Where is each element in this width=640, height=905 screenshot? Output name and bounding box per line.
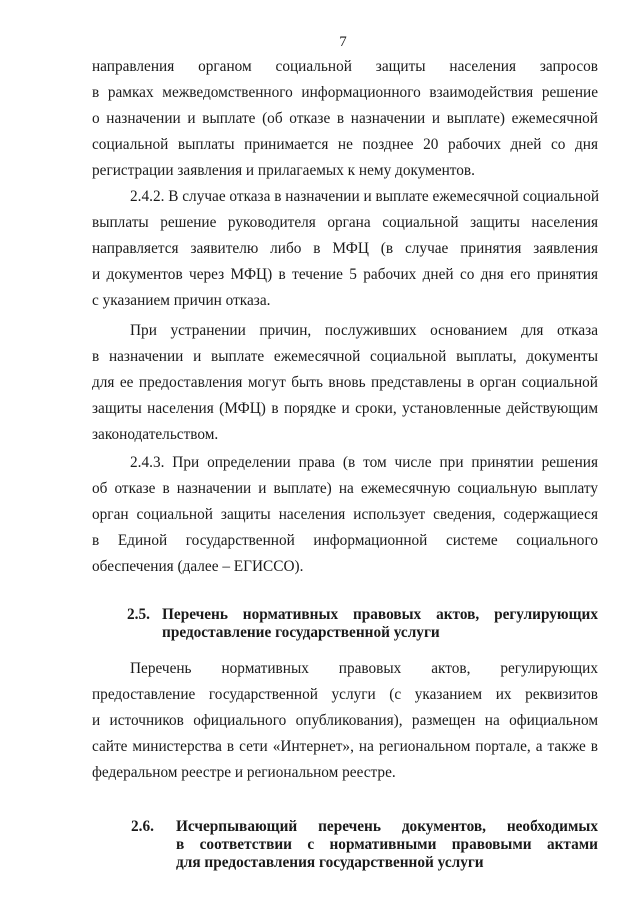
section-title-line: для предоставления государственной услуги bbox=[176, 854, 484, 871]
text-line: и источников официального опубликования), размещен на официальном bbox=[92, 712, 598, 729]
text-line: законодательством. bbox=[92, 426, 219, 443]
text-line: о назначении и выплате (об отказе в назначении и выплате) ежемесячной bbox=[92, 110, 598, 127]
page-number: 7 bbox=[339, 34, 347, 50]
text-line: 2.4.2. В случае отказа в назначении и выплате ежемесячной социальной bbox=[130, 188, 600, 205]
text-line: орган социальной защиты населения использует сведения, содержащиеся bbox=[92, 506, 598, 523]
text-line: в Единой государственной информационной системе социального bbox=[92, 532, 598, 549]
text-line: в назначении и выплате ежемесячной социальной выплаты, документы bbox=[92, 348, 598, 365]
text-line: выплаты решение руководителя органа социальной защиты населения bbox=[92, 214, 598, 231]
text-line: При устранении причин, послуживших основанием для отказа bbox=[130, 322, 598, 339]
section-number: 2.5. bbox=[127, 606, 150, 623]
section-title-line: Исчерпывающий перечень документов, необходимых bbox=[176, 818, 598, 835]
text-line: направления органом социальной защиты населения запросов bbox=[92, 58, 598, 75]
text-line: социальной выплаты принимается не позднее 20 рабочих дней со дня bbox=[92, 136, 598, 153]
text-line: регистрации заявления и прилагаемых к нему документов. bbox=[92, 162, 475, 179]
text-line: в рамках межведомственного информационного взаимодействия решение bbox=[92, 84, 598, 101]
text-line: для ее предоставления могут быть вновь представлены в орган социальной bbox=[92, 374, 598, 391]
section-title-line: в соответствии с нормативными правовыми актами bbox=[176, 836, 598, 853]
text-line: и документов через МФЦ) в течение 5 рабочих дней со дня его принятия bbox=[92, 266, 598, 283]
text-line: с указанием причин отказа. bbox=[92, 292, 271, 309]
section-title-line: Перечень нормативных правовых актов, регулирующих bbox=[162, 606, 598, 623]
text-line: сайте министерства в сети «Интернет», на региональном портале, а также в bbox=[92, 738, 598, 755]
section-number: 2.6. bbox=[131, 818, 154, 835]
text-line: направляется заявителю либо в МФЦ (в случае принятия заявления bbox=[92, 240, 598, 257]
text-line: защиты населения (МФЦ) в порядке и сроки, установленные действующим bbox=[92, 400, 598, 417]
text-line: федеральном реестре и региональном реестре. bbox=[92, 764, 396, 781]
text-line: обеспечения (далее – ЕГИССО). bbox=[92, 558, 304, 575]
text-line: 2.4.3. При определении права (в том числе при принятии решения bbox=[130, 454, 598, 471]
text-line: Перечень нормативных правовых актов, регулирующих bbox=[130, 660, 598, 677]
section-title-line: предоставление государственной услуги bbox=[162, 624, 440, 641]
text-line: предоставление государственной услуги (с указанием их реквизитов bbox=[92, 686, 598, 703]
text-line: об отказе в назначении и выплате) на ежемесячную социальную выплату bbox=[92, 480, 598, 497]
